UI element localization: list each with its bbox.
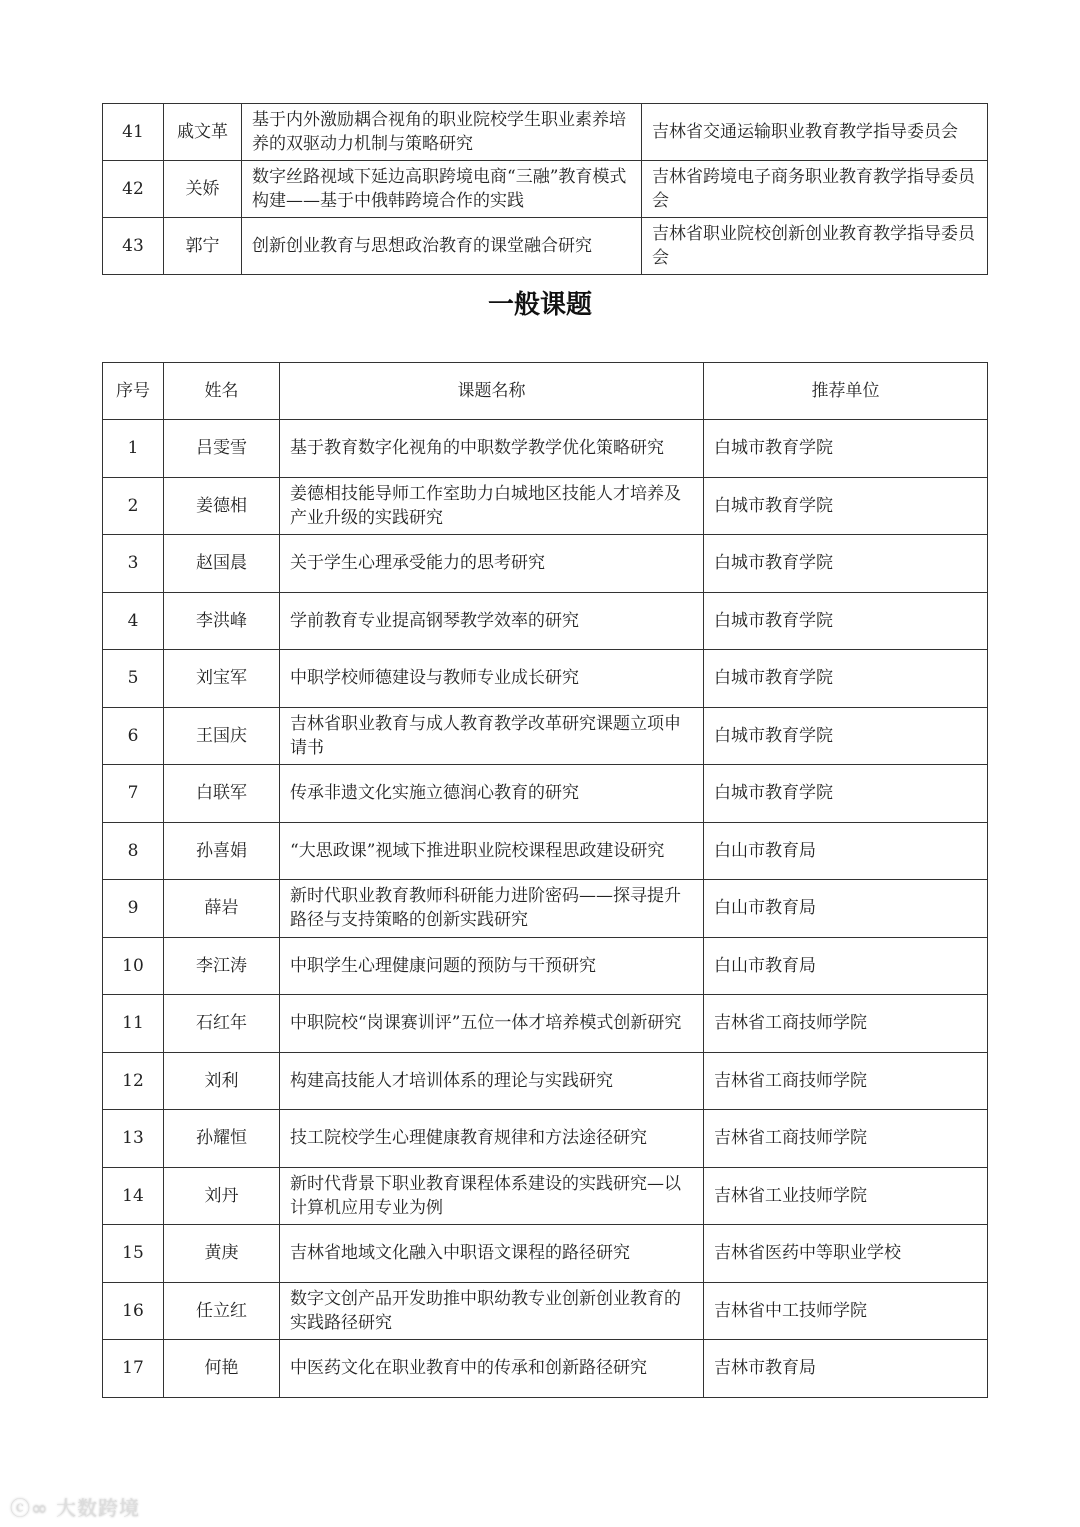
row-name: 孙喜娟 (164, 822, 280, 880)
row-no: 8 (103, 822, 164, 880)
row-unit: 吉林省交通运输职业教育教学指导委员会 (642, 104, 988, 161)
row-no: 2 (103, 477, 164, 535)
table-row (103, 880, 988, 938)
row-unit: 吉林省工商技师学院 (704, 1110, 988, 1168)
row-title: 传承非遗文化实施立德润心教育的研究 (280, 765, 704, 823)
row-name: 黄庚 (164, 1225, 280, 1283)
row-no: 11 (103, 995, 164, 1053)
header-no: 序号 (103, 363, 164, 420)
row-name: 何艳 (164, 1340, 280, 1398)
row-unit: 白城市教育学院 (704, 765, 988, 823)
row-no: 10 (103, 937, 164, 995)
row-no: 7 (103, 765, 164, 823)
table-row (103, 1110, 988, 1168)
row-title: 中职学生心理健康问题的预防与干预研究 (280, 937, 704, 995)
row-title: 关于学生心理承受能力的思考研究 (280, 535, 704, 593)
table-row (103, 161, 988, 218)
table-row (103, 1167, 988, 1225)
general-project-table (102, 362, 988, 1398)
row-title: 基于教育数字化视角的中职数学教学优化策略研究 (280, 420, 704, 478)
row-unit: 吉林省中工技师学院 (704, 1282, 988, 1340)
row-no: 13 (103, 1110, 164, 1168)
row-name: 石红年 (164, 995, 280, 1053)
watermark-icon: ⓒ∞ (10, 1496, 57, 1520)
row-name: 赵国晨 (164, 535, 280, 593)
row-unit: 白山市教育局 (704, 880, 988, 938)
table-row (103, 995, 988, 1053)
row-title: 基于内外激励耦合视角的职业院校学生职业素养培养的双驱动力机制与策略研究 (242, 104, 642, 161)
row-title: 吉林省地域文化融入中职语文课程的路径研究 (280, 1225, 704, 1283)
row-name: 刘利 (164, 1052, 280, 1110)
header-title: 课题名称 (280, 363, 704, 420)
row-name: 李江涛 (164, 937, 280, 995)
row-title: 吉林省职业教育与成人教育教学改革研究课题立项申请书 (280, 707, 704, 765)
row-name: 白联军 (164, 765, 280, 823)
row-name: 姜德相 (164, 477, 280, 535)
row-title: 数字丝路视域下延边高职跨境电商“三融”教育模式构建——基于中俄韩跨境合作的实践 (242, 161, 642, 218)
row-no: 14 (103, 1167, 164, 1225)
row-no: 5 (103, 650, 164, 708)
row-no: 42 (103, 161, 164, 218)
row-unit: 吉林省跨境电子商务职业教育教学指导委员会 (642, 161, 988, 218)
table-row (103, 1052, 988, 1110)
header-unit: 推荐单位 (704, 363, 988, 420)
row-title: 学前教育专业提高钢琴教学效率的研究 (280, 592, 704, 650)
table-row (103, 707, 988, 765)
row-name: 刘宝军 (164, 650, 280, 708)
row-unit: 吉林省医药中等职业学校 (704, 1225, 988, 1283)
row-name: 王国庆 (164, 707, 280, 765)
row-title: 技工院校学生心理健康教育规律和方法途径研究 (280, 1110, 704, 1168)
table-row (103, 765, 988, 823)
row-no: 1 (103, 420, 164, 478)
row-unit: 吉林市教育局 (704, 1340, 988, 1398)
row-title: 中医药文化在职业教育中的传承和创新路径研究 (280, 1340, 704, 1398)
row-unit: 白城市教育学院 (704, 477, 988, 535)
row-title: 中职学校师德建设与教师专业成长研究 (280, 650, 704, 708)
row-title: 数字文创产品开发助推中职幼教专业创新创业教育的实践路径研究 (280, 1282, 704, 1340)
table-row (103, 420, 988, 478)
table-row (103, 104, 988, 161)
row-title: “大思政课”视域下推进职业院校课程思政建设研究 (280, 822, 704, 880)
row-no: 12 (103, 1052, 164, 1110)
row-no: 17 (103, 1340, 164, 1398)
row-unit: 白山市教育局 (704, 822, 988, 880)
row-unit: 吉林省工业技师学院 (704, 1167, 988, 1225)
row-unit: 白城市教育学院 (704, 535, 988, 593)
row-no: 43 (103, 218, 164, 275)
row-no: 6 (103, 707, 164, 765)
row-unit: 吉林省工商技师学院 (704, 1052, 988, 1110)
row-no: 3 (103, 535, 164, 593)
table-row (103, 650, 988, 708)
row-no: 41 (103, 104, 164, 161)
row-unit: 吉林省工商技师学院 (704, 995, 988, 1053)
table-row (103, 1225, 988, 1283)
table-header-row (103, 363, 988, 420)
row-no: 4 (103, 592, 164, 650)
row-no: 15 (103, 1225, 164, 1283)
table-row (103, 477, 988, 535)
row-name: 吕雯雪 (164, 420, 280, 478)
row-name: 刘丹 (164, 1167, 280, 1225)
row-unit: 白城市教育学院 (704, 650, 988, 708)
table-row (103, 218, 988, 275)
row-title: 构建高技能人才培训体系的理论与实践研究 (280, 1052, 704, 1110)
row-unit: 白城市教育学院 (704, 707, 988, 765)
row-name: 郭宁 (164, 218, 242, 275)
row-title: 姜德相技能导师工作室助力白城地区技能人才培养及产业升级的实践研究 (280, 477, 704, 535)
row-name: 戚文革 (164, 104, 242, 161)
table-row (103, 1340, 988, 1398)
watermark-logo (10, 1492, 140, 1521)
row-title: 中职院校“岗课赛训评”五位一体才培养模式创新研究 (280, 995, 704, 1053)
row-no: 16 (103, 1282, 164, 1340)
table-row (103, 937, 988, 995)
table-row (103, 535, 988, 593)
row-unit: 吉林省职业院校创新创业教育教学指导委员会 (642, 218, 988, 275)
section-title: 一般课题 (487, 290, 592, 320)
row-name: 关娇 (164, 161, 242, 218)
row-name: 薛岩 (164, 880, 280, 938)
row-no: 9 (103, 880, 164, 938)
row-name: 任立红 (164, 1282, 280, 1340)
table-row (103, 592, 988, 650)
table-row (103, 1282, 988, 1340)
header-name: 姓名 (164, 363, 280, 420)
row-unit: 白城市教育学院 (704, 420, 988, 478)
top-project-table (102, 103, 988, 275)
watermark-text: 大数跨境 (56, 1496, 141, 1520)
row-name: 孙耀恒 (164, 1110, 280, 1168)
row-unit: 白山市教育局 (704, 937, 988, 995)
row-title: 新时代背景下职业教育课程体系建设的实践研究—以计算机应用专业为例 (280, 1167, 704, 1225)
table-row (103, 822, 988, 880)
row-title: 创新创业教育与思想政治教育的课堂融合研究 (242, 218, 642, 275)
row-name: 李洪峰 (164, 592, 280, 650)
row-title: 新时代职业教育教师科研能力进阶密码——探寻提升路径与支持策略的创新实践研究 (280, 880, 704, 938)
row-unit: 白城市教育学院 (704, 592, 988, 650)
